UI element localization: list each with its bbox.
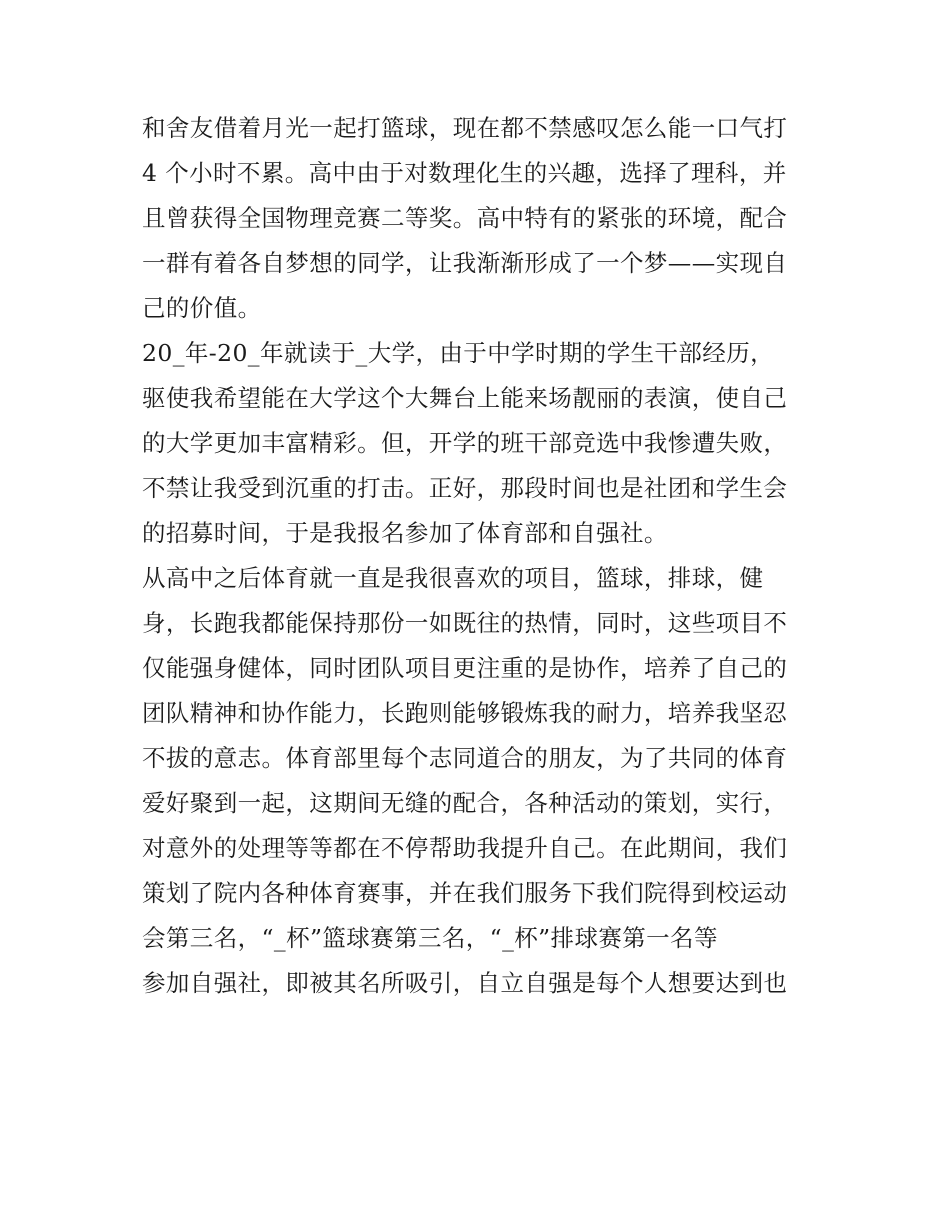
text-line: 身，长跑我都能保持那份一如既往的热情，同时，这些项目不 <box>142 609 788 637</box>
text-line: 参加自强社，即被其名所吸引，自立自强是每个人想要达到也 <box>142 969 788 997</box>
text-line: 爱好聚到一起，这期间无缝的配合，各种活动的策划，实行， <box>142 789 788 817</box>
text-line: 4 个小时不累。高中由于对数理化生的兴趣，选择了理科，并 <box>142 159 787 187</box>
text-line: 团队精神和协作能力，长跑则能够锻炼我的耐力，培养我坚忍 <box>142 699 788 727</box>
text-line: 20_年-20_年就读于_大学，由于中学时期的学生干部经历， <box>142 339 774 367</box>
text-line: 且曾获得全国物理竞赛二等奖。高中特有的紧张的环境，配合 <box>142 204 788 232</box>
text-line: 会第三名，“_杯”篮球赛第三名，“_杯”排球赛第一名等 <box>142 924 718 952</box>
text-line: 不禁让我受到沉重的打击。正好，那段时间也是社团和学生会 <box>142 474 788 502</box>
text-line: 一群有着各自梦想的同学，让我渐渐形成了一个梦——实现自 <box>142 249 788 277</box>
document-body <box>142 106 822 1006</box>
text-line: 的大学更加丰富精彩。但，开学的班干部竞选中我惨遭失败， <box>142 429 788 457</box>
text-line: 的招募时间，于是我报名参加了体育部和自强社。 <box>142 519 668 547</box>
text-line: 从高中之后体育就一直是我很喜欢的项目，篮球，排球，健 <box>142 564 764 592</box>
text-line: 对意外的处理等等都在不停帮助我提升自己。在此期间，我们 <box>142 834 788 862</box>
text-line: 仅能强身健体，同时团队项目更注重的是协作，培养了自己的 <box>142 654 788 682</box>
text-line: 和舍友借着月光一起打篮球，现在都不禁感叹怎么能一口气打 <box>142 114 788 142</box>
text-line: 己的价值。 <box>142 294 262 322</box>
text-line: 不拔的意志。体育部里每个志同道合的朋友，为了共同的体育 <box>142 744 788 772</box>
text-line: 驱使我希望能在大学这个大舞台上能来场靓丽的表演，使自己 <box>142 384 788 412</box>
text-line: 策划了院内各种体育赛事，并在我们服务下我们院得到校运动 <box>142 879 788 907</box>
